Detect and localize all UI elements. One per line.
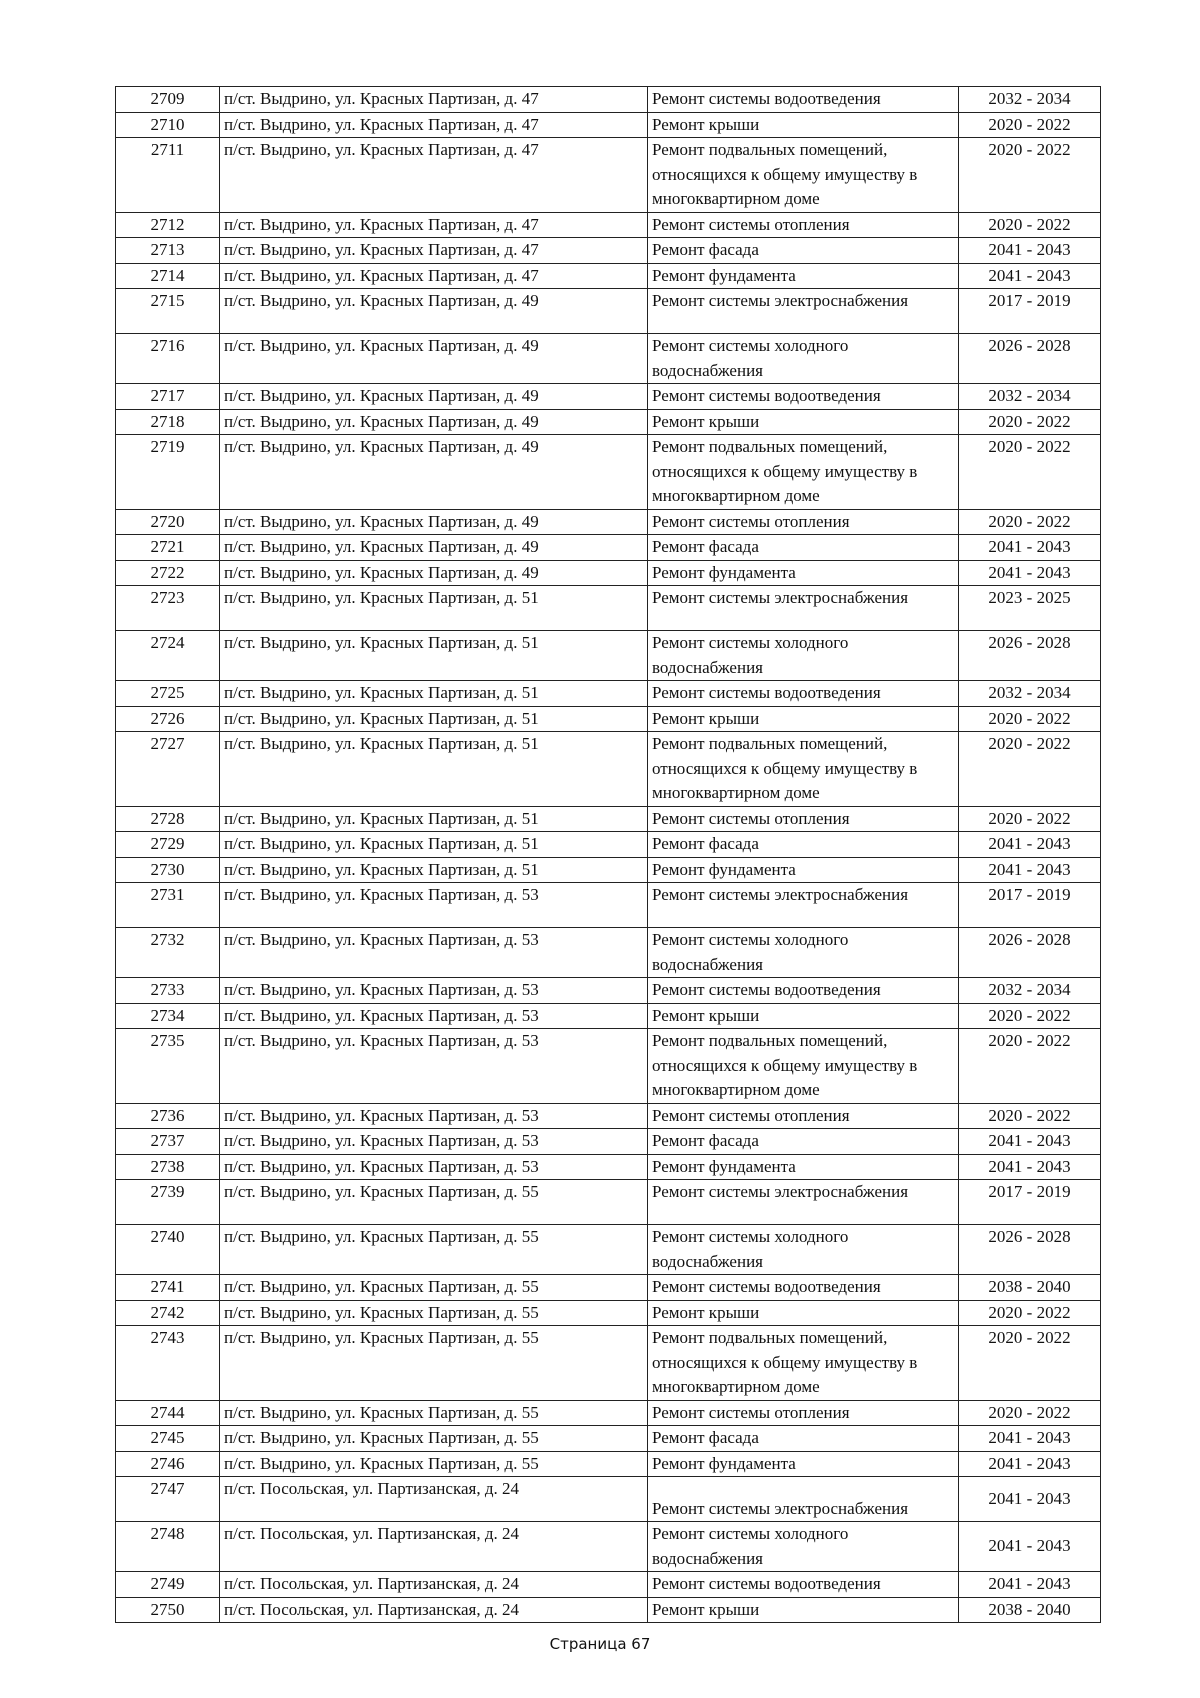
address-cell: п/ст. Выдрино, ул. Красных Партизан, д. 55	[220, 1400, 648, 1426]
table-body	[116, 87, 1101, 1623]
table-row	[116, 212, 1101, 238]
period-cell: 2041 - 2043	[959, 857, 1101, 883]
table-row	[116, 263, 1101, 289]
row-number: 2722	[116, 560, 220, 586]
table-row	[116, 1400, 1101, 1426]
table-row	[116, 806, 1101, 832]
row-number: 2712	[116, 212, 220, 238]
table-row	[116, 732, 1101, 807]
row-number: 2711	[116, 138, 220, 213]
work-type-cell: Ремонт системы отопления	[648, 509, 959, 535]
table-row	[116, 706, 1101, 732]
work-type-cell: Ремонт системы холодного водоснабжения	[648, 631, 959, 681]
row-number: 2748	[116, 1522, 220, 1572]
address-cell: п/ст. Выдрино, ул. Красных Партизан, д. 55	[220, 1426, 648, 1452]
address-cell: п/ст. Выдрино, ул. Красных Партизан, д. 53	[220, 1029, 648, 1104]
address-cell: п/ст. Выдрино, ул. Красных Партизан, д. 51	[220, 732, 648, 807]
table-row	[116, 978, 1101, 1004]
row-number: 2709	[116, 87, 220, 113]
table-row	[116, 1180, 1101, 1225]
table-row	[116, 681, 1101, 707]
row-number: 2713	[116, 238, 220, 264]
period-cell: 2041 - 2043	[959, 1451, 1101, 1477]
period-cell: 2017 - 2019	[959, 1180, 1101, 1225]
address-cell: п/ст. Выдрино, ул. Красных Партизан, д. 51	[220, 631, 648, 681]
work-type-cell: Ремонт системы отопления	[648, 1400, 959, 1426]
work-type-cell: Ремонт подвальных помещений, относящихся к общему имуществу в многоквартирном доме	[648, 1029, 959, 1104]
row-number: 2717	[116, 384, 220, 410]
row-number: 2716	[116, 334, 220, 384]
work-type-cell: Ремонт крыши	[648, 706, 959, 732]
row-number: 2729	[116, 832, 220, 858]
work-type-cell: Ремонт фасада	[648, 832, 959, 858]
work-type-cell: Ремонт системы электроснабжения	[648, 1180, 959, 1225]
row-number: 2718	[116, 409, 220, 435]
period-cell: 2041 - 2043	[959, 1572, 1101, 1598]
period-cell: 2020 - 2022	[959, 1029, 1101, 1104]
table-row	[116, 334, 1101, 384]
period-cell: 2026 - 2028	[959, 334, 1101, 384]
address-cell: п/ст. Выдрино, ул. Красных Партизан, д. 49	[220, 535, 648, 561]
period-cell: 2020 - 2022	[959, 509, 1101, 535]
table-row	[116, 1597, 1101, 1623]
table-row	[116, 1477, 1101, 1522]
table-row	[116, 832, 1101, 858]
address-cell: п/ст. Посольская, ул. Партизанская, д. 24	[220, 1597, 648, 1623]
row-number: 2742	[116, 1300, 220, 1326]
work-type-cell: Ремонт крыши	[648, 1003, 959, 1029]
table-row	[116, 87, 1101, 113]
row-number: 2725	[116, 681, 220, 707]
address-cell: п/ст. Выдрино, ул. Красных Партизан, д. 51	[220, 681, 648, 707]
row-number: 2727	[116, 732, 220, 807]
table-row	[116, 1275, 1101, 1301]
row-number: 2740	[116, 1225, 220, 1275]
row-number: 2746	[116, 1451, 220, 1477]
work-type-cell: Ремонт подвальных помещений, относящихся к общему имуществу в многоквартирном доме	[648, 732, 959, 807]
work-type-cell: Ремонт подвальных помещений, относящихся к общему имуществу в многоквартирном доме	[648, 1326, 959, 1401]
work-type-cell: Ремонт системы водоотведения	[648, 978, 959, 1004]
address-cell: п/ст. Выдрино, ул. Красных Партизан, д. 53	[220, 883, 648, 928]
period-cell: 2020 - 2022	[959, 1326, 1101, 1401]
address-cell: п/ст. Выдрино, ул. Красных Партизан, д. 55	[220, 1326, 648, 1401]
work-type-cell: Ремонт фундамента	[648, 1451, 959, 1477]
row-number: 2747	[116, 1477, 220, 1522]
period-cell: 2038 - 2040	[959, 1275, 1101, 1301]
period-cell: 2020 - 2022	[959, 1400, 1101, 1426]
address-cell: п/ст. Посольская, ул. Партизанская, д. 24	[220, 1477, 648, 1522]
period-cell: 2020 - 2022	[959, 1300, 1101, 1326]
address-cell: п/ст. Выдрино, ул. Красных Партизан, д. 51	[220, 832, 648, 858]
row-number: 2721	[116, 535, 220, 561]
address-cell: п/ст. Выдрино, ул. Красных Партизан, д. 51	[220, 806, 648, 832]
period-cell: 2032 - 2034	[959, 384, 1101, 410]
table-row	[116, 289, 1101, 334]
address-cell: п/ст. Выдрино, ул. Красных Партизан, д. 49	[220, 560, 648, 586]
table-row	[116, 535, 1101, 561]
period-cell: 2020 - 2022	[959, 112, 1101, 138]
period-cell: 2041 - 2043	[959, 238, 1101, 264]
row-number: 2732	[116, 928, 220, 978]
period-cell: 2026 - 2028	[959, 1225, 1101, 1275]
address-cell: п/ст. Выдрино, ул. Красных Партизан, д. 47	[220, 212, 648, 238]
work-type-cell: Ремонт системы холодного водоснабжения	[648, 334, 959, 384]
address-cell: п/ст. Выдрино, ул. Красных Партизан, д. 53	[220, 928, 648, 978]
period-cell: 2032 - 2034	[959, 978, 1101, 1004]
period-cell: 2020 - 2022	[959, 732, 1101, 807]
period-cell: 2020 - 2022	[959, 706, 1101, 732]
table-row	[116, 409, 1101, 435]
address-cell: п/ст. Выдрино, ул. Красных Партизан, д. 49	[220, 509, 648, 535]
period-cell: 2041 - 2043	[959, 1426, 1101, 1452]
address-cell: п/ст. Выдрино, ул. Красных Партизан, д. 53	[220, 1103, 648, 1129]
period-cell: 2020 - 2022	[959, 1103, 1101, 1129]
work-type-cell: Ремонт фасада	[648, 535, 959, 561]
work-type-cell: Ремонт крыши	[648, 112, 959, 138]
table-row	[116, 1029, 1101, 1104]
address-cell: п/ст. Выдрино, ул. Красных Партизан, д. 51	[220, 586, 648, 631]
row-number: 2723	[116, 586, 220, 631]
row-number: 2731	[116, 883, 220, 928]
row-number: 2739	[116, 1180, 220, 1225]
address-cell: п/ст. Выдрино, ул. Красных Партизан, д. 55	[220, 1275, 648, 1301]
period-cell: 2020 - 2022	[959, 212, 1101, 238]
table-row	[116, 857, 1101, 883]
row-number: 2738	[116, 1154, 220, 1180]
work-type-cell: Ремонт системы водоотведения	[648, 681, 959, 707]
table-row	[116, 1103, 1101, 1129]
address-cell: п/ст. Выдрино, ул. Красных Партизан, д. 47	[220, 112, 648, 138]
row-number: 2735	[116, 1029, 220, 1104]
address-cell: п/ст. Посольская, ул. Партизанская, д. 24	[220, 1572, 648, 1598]
table-row	[116, 883, 1101, 928]
work-type-cell: Ремонт системы электроснабжения	[648, 586, 959, 631]
work-type-cell: Ремонт системы отопления	[648, 1103, 959, 1129]
work-type-cell: Ремонт системы водоотведения	[648, 87, 959, 113]
row-number: 2714	[116, 263, 220, 289]
work-type-cell: Ремонт крыши	[648, 1300, 959, 1326]
address-cell: п/ст. Выдрино, ул. Красных Партизан, д. 53	[220, 1129, 648, 1155]
row-number: 2715	[116, 289, 220, 334]
work-type-cell: Ремонт фундамента	[648, 1154, 959, 1180]
table-row	[116, 928, 1101, 978]
row-number: 2749	[116, 1572, 220, 1598]
period-cell: 2017 - 2019	[959, 883, 1101, 928]
address-cell: п/ст. Выдрино, ул. Красных Партизан, д. 47	[220, 238, 648, 264]
row-number: 2734	[116, 1003, 220, 1029]
work-type-cell: Ремонт подвальных помещений, относящихся к общему имуществу в многоквартирном доме	[648, 435, 959, 510]
address-cell: п/ст. Выдрино, ул. Красных Партизан, д. 49	[220, 289, 648, 334]
repair-schedule-table	[115, 86, 1101, 1623]
work-type-cell: Ремонт подвальных помещений, относящихся к общему имуществу в многоквартирном доме	[648, 138, 959, 213]
table-row	[116, 1300, 1101, 1326]
address-cell: п/ст. Выдрино, ул. Красных Партизан, д. 49	[220, 409, 648, 435]
row-number: 2730	[116, 857, 220, 883]
row-number: 2744	[116, 1400, 220, 1426]
period-cell: 2020 - 2022	[959, 806, 1101, 832]
address-cell: п/ст. Выдрино, ул. Красных Партизан, д. 55	[220, 1451, 648, 1477]
address-cell: п/ст. Выдрино, ул. Красных Партизан, д. 53	[220, 1154, 648, 1180]
period-cell: 2041 - 2043	[959, 535, 1101, 561]
row-number: 2720	[116, 509, 220, 535]
work-type-cell: Ремонт системы водоотведения	[648, 384, 959, 410]
table-row	[116, 560, 1101, 586]
address-cell: п/ст. Выдрино, ул. Красных Партизан, д. 49	[220, 435, 648, 510]
row-number: 2719	[116, 435, 220, 510]
table-row	[116, 384, 1101, 410]
period-cell: 2041 - 2043	[959, 832, 1101, 858]
period-cell: 2041 - 2043	[959, 263, 1101, 289]
period-cell: 2017 - 2019	[959, 289, 1101, 334]
table-row	[116, 631, 1101, 681]
work-type-cell: Ремонт системы водоотведения	[648, 1275, 959, 1301]
table-row	[116, 1572, 1101, 1598]
work-type-cell: Ремонт фундамента	[648, 857, 959, 883]
period-cell: 2032 - 2034	[959, 87, 1101, 113]
table-row	[116, 1522, 1101, 1572]
period-cell: 2041 - 2043	[959, 1477, 1101, 1522]
row-number: 2741	[116, 1275, 220, 1301]
address-cell: п/ст. Выдрино, ул. Красных Партизан, д. 55	[220, 1180, 648, 1225]
work-type-cell: Ремонт системы отопления	[648, 806, 959, 832]
table-row	[116, 112, 1101, 138]
row-number: 2743	[116, 1326, 220, 1401]
work-type-cell: Ремонт системы электроснабжения	[648, 289, 959, 334]
table-row	[116, 586, 1101, 631]
address-cell: п/ст. Выдрино, ул. Красных Партизан, д. 53	[220, 978, 648, 1004]
table-row	[116, 1154, 1101, 1180]
table-row	[116, 1326, 1101, 1401]
address-cell: п/ст. Выдрино, ул. Красных Партизан, д. 55	[220, 1300, 648, 1326]
work-type-cell: Ремонт системы холодного водоснабжения	[648, 1522, 959, 1572]
row-number: 2736	[116, 1103, 220, 1129]
period-cell: 2041 - 2043	[959, 1129, 1101, 1155]
row-number: 2726	[116, 706, 220, 732]
work-type-cell: Ремонт системы холодного водоснабжения	[648, 1225, 959, 1275]
work-type-cell: Ремонт крыши	[648, 409, 959, 435]
address-cell: п/ст. Выдрино, ул. Красных Партизан, д. 51	[220, 706, 648, 732]
work-type-cell: Ремонт системы отопления	[648, 212, 959, 238]
row-number: 2733	[116, 978, 220, 1004]
work-type-cell: Ремонт фасада	[648, 1426, 959, 1452]
table-row	[116, 1451, 1101, 1477]
address-cell: п/ст. Выдрино, ул. Красных Партизан, д. 49	[220, 384, 648, 410]
work-type-cell: Ремонт фасада	[648, 1129, 959, 1155]
table-row	[116, 435, 1101, 510]
period-cell: 2026 - 2028	[959, 928, 1101, 978]
address-cell: п/ст. Выдрино, ул. Красных Партизан, д. 51	[220, 857, 648, 883]
period-cell: 2023 - 2025	[959, 586, 1101, 631]
table-row	[116, 1129, 1101, 1155]
period-cell: 2032 - 2034	[959, 681, 1101, 707]
row-number: 2745	[116, 1426, 220, 1452]
address-cell: п/ст. Выдрино, ул. Красных Партизан, д. 47	[220, 263, 648, 289]
table-row	[116, 1426, 1101, 1452]
period-cell: 2020 - 2022	[959, 435, 1101, 510]
table-row	[116, 138, 1101, 213]
work-type-cell: Ремонт фундамента	[648, 263, 959, 289]
address-cell: п/ст. Выдрино, ул. Красных Партизан, д. 53	[220, 1003, 648, 1029]
work-type-cell: Ремонт фасада	[648, 238, 959, 264]
address-cell: п/ст. Выдрино, ул. Красных Партизан, д. 55	[220, 1225, 648, 1275]
period-cell: 2038 - 2040	[959, 1597, 1101, 1623]
row-number: 2728	[116, 806, 220, 832]
address-cell: п/ст. Выдрино, ул. Красных Партизан, д. 47	[220, 87, 648, 113]
work-type-cell: Ремонт системы электроснабжения	[648, 1477, 959, 1522]
page-number: Страница 67	[549, 1635, 651, 1653]
work-type-cell: Ремонт фундамента	[648, 560, 959, 586]
address-cell: п/ст. Посольская, ул. Партизанская, д. 24	[220, 1522, 648, 1572]
table-row	[116, 509, 1101, 535]
period-cell: 2041 - 2043	[959, 1522, 1101, 1572]
row-number: 2750	[116, 1597, 220, 1623]
work-type-cell: Ремонт системы водоотведения	[648, 1572, 959, 1598]
address-cell: п/ст. Выдрино, ул. Красных Партизан, д. 49	[220, 334, 648, 384]
row-number: 2710	[116, 112, 220, 138]
table-row	[116, 238, 1101, 264]
row-number: 2724	[116, 631, 220, 681]
period-cell: 2041 - 2043	[959, 560, 1101, 586]
table-row	[116, 1003, 1101, 1029]
period-cell: 2020 - 2022	[959, 1003, 1101, 1029]
period-cell: 2041 - 2043	[959, 1154, 1101, 1180]
period-cell: 2020 - 2022	[959, 138, 1101, 213]
work-type-cell: Ремонт системы холодного водоснабжения	[648, 928, 959, 978]
period-cell: 2026 - 2028	[959, 631, 1101, 681]
work-type-cell: Ремонт крыши	[648, 1597, 959, 1623]
work-type-cell: Ремонт системы электроснабжения	[648, 883, 959, 928]
period-cell: 2020 - 2022	[959, 409, 1101, 435]
table-row	[116, 1225, 1101, 1275]
address-cell: п/ст. Выдрино, ул. Красных Партизан, д. 47	[220, 138, 648, 213]
row-number: 2737	[116, 1129, 220, 1155]
